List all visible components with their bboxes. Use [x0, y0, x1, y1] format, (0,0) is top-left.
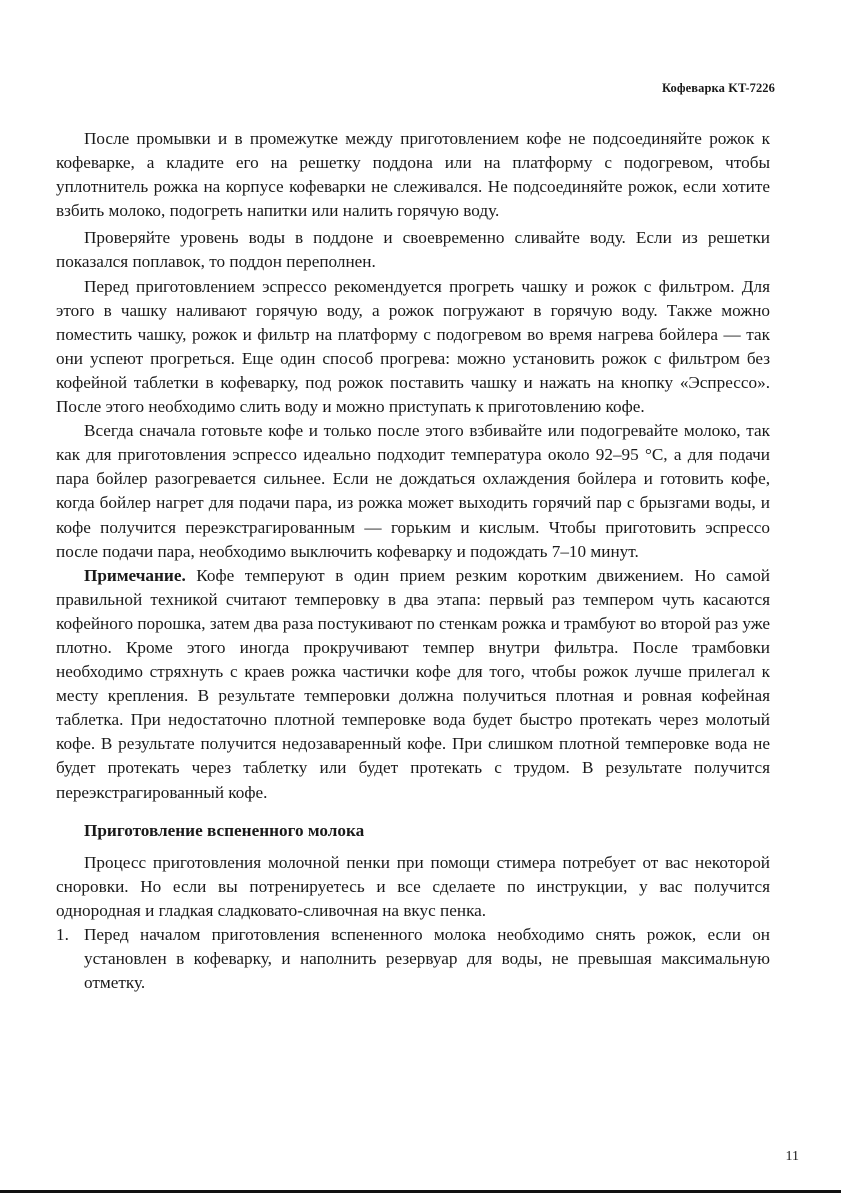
note-label: Примечание. — [84, 565, 186, 585]
page-number: 11 — [785, 1149, 799, 1164]
page-content — [56, 127, 770, 995]
note-paragraph — [56, 564, 770, 805]
steps-list — [56, 923, 770, 995]
note-text: Кофе темперуют в один прием резким коротким движением. Но самой правильной техникой считают темперовку в два этапа: первый раз темпером чуть касаются кофейного порошка, затем два раза постукивают по стенкам рожка и трамбуют во второй раз уже плотно. Кроме этого иногда прокручивают темпер внутри фильтра. После трамбовки необходимо стряхнуть с краев рожка частички кофе для того, чтобы рожок лучше прилегал к месту крепления. В результате темперовки должна получиться плотная и ровная кофейная таблетка. При недостаточно плотной темперовке вода будет быстро протекать через молотый кофе. В результате получится недозаваренный кофе. При слишком плотной темперовке вода не будет протекать через таблетку или будет протекать с трудом. В результате получится переэкстрагированный кофе. — [56, 565, 770, 802]
list-item-text: Перед началом приготовления вспененного молока необходимо снять рожок, если он установлен в кофеварку, и наполнить резервуар для воды, не превышая максимальную отметку. — [84, 924, 770, 993]
body-paragraph: После промывки и в промежутке между приготовлением кофе не подсоединяйте рожок к кофеварке, а кладите его на решетку поддона или на платформу с подогревом, чтобы уплотнитель рожка на корпусе кофеварки не слеживался. Не подсоединяйте рожок, если хотите взбить молоко, подогреть напитки или налить горячую воду. — [56, 129, 770, 221]
section-heading: Приготовление вспененного молока — [84, 820, 365, 840]
body-paragraph: Перед приготовлением эспрессо рекомендуется прогреть чашку и рожок с фильтром. Для этого в чашку наливают горячую воду, а рожок погружают в горячую воду. Также можно поместить чашку, рожок и фильтр на платформу с подогревом во время нагрева бойлера — так они успеют прогреться. Еще один способ прогрева: можно установить рожок с фильтром без кофейной таблетки в кофеварку, под рожок поставить чашку и нажать на кнопку «Эспрессо». После этого необходимо слить воду и можно приступать к приготовлению кофе. — [56, 276, 770, 417]
document-header: Кофеварка KT-7226 — [661, 81, 775, 95]
body-paragraph: Всегда сначала готовьте кофе и только после этого взбивайте или подогревайте молоко, так как для приготовления эспрессо идеально подходит температура около 92–95 °C, а для подачи пара бойлер разогревается сильнее. Если не дождаться охлаждения бойлера и готовить кофе, когда бойлер нагрет для подачи пара, из рожка может выходить горячий пар с брызгами воды, и кофе получится переэкстрагированным — горьким и кислым. Чтобы приготовить эспрессо после подачи пара, необходимо выключить кофеварку и подождать 7–10 минут. — [56, 421, 770, 561]
section-intro: Процесс приготовления молочной пенки при помощи стимера потребует от вас некоторой сноровки. Но если вы потренируетесь и все сделаете по инструкции, у вас получится однородная и гладкая сладковато-сливочная на вкус пенка. — [56, 852, 770, 920]
list-item — [56, 923, 770, 995]
body-paragraph: Проверяйте уровень воды в поддоне и своевременно сливайте воду. Если из решетки показался поплавок, то поддон переполнен. — [56, 228, 770, 272]
list-item-number: 1. — [56, 924, 69, 944]
